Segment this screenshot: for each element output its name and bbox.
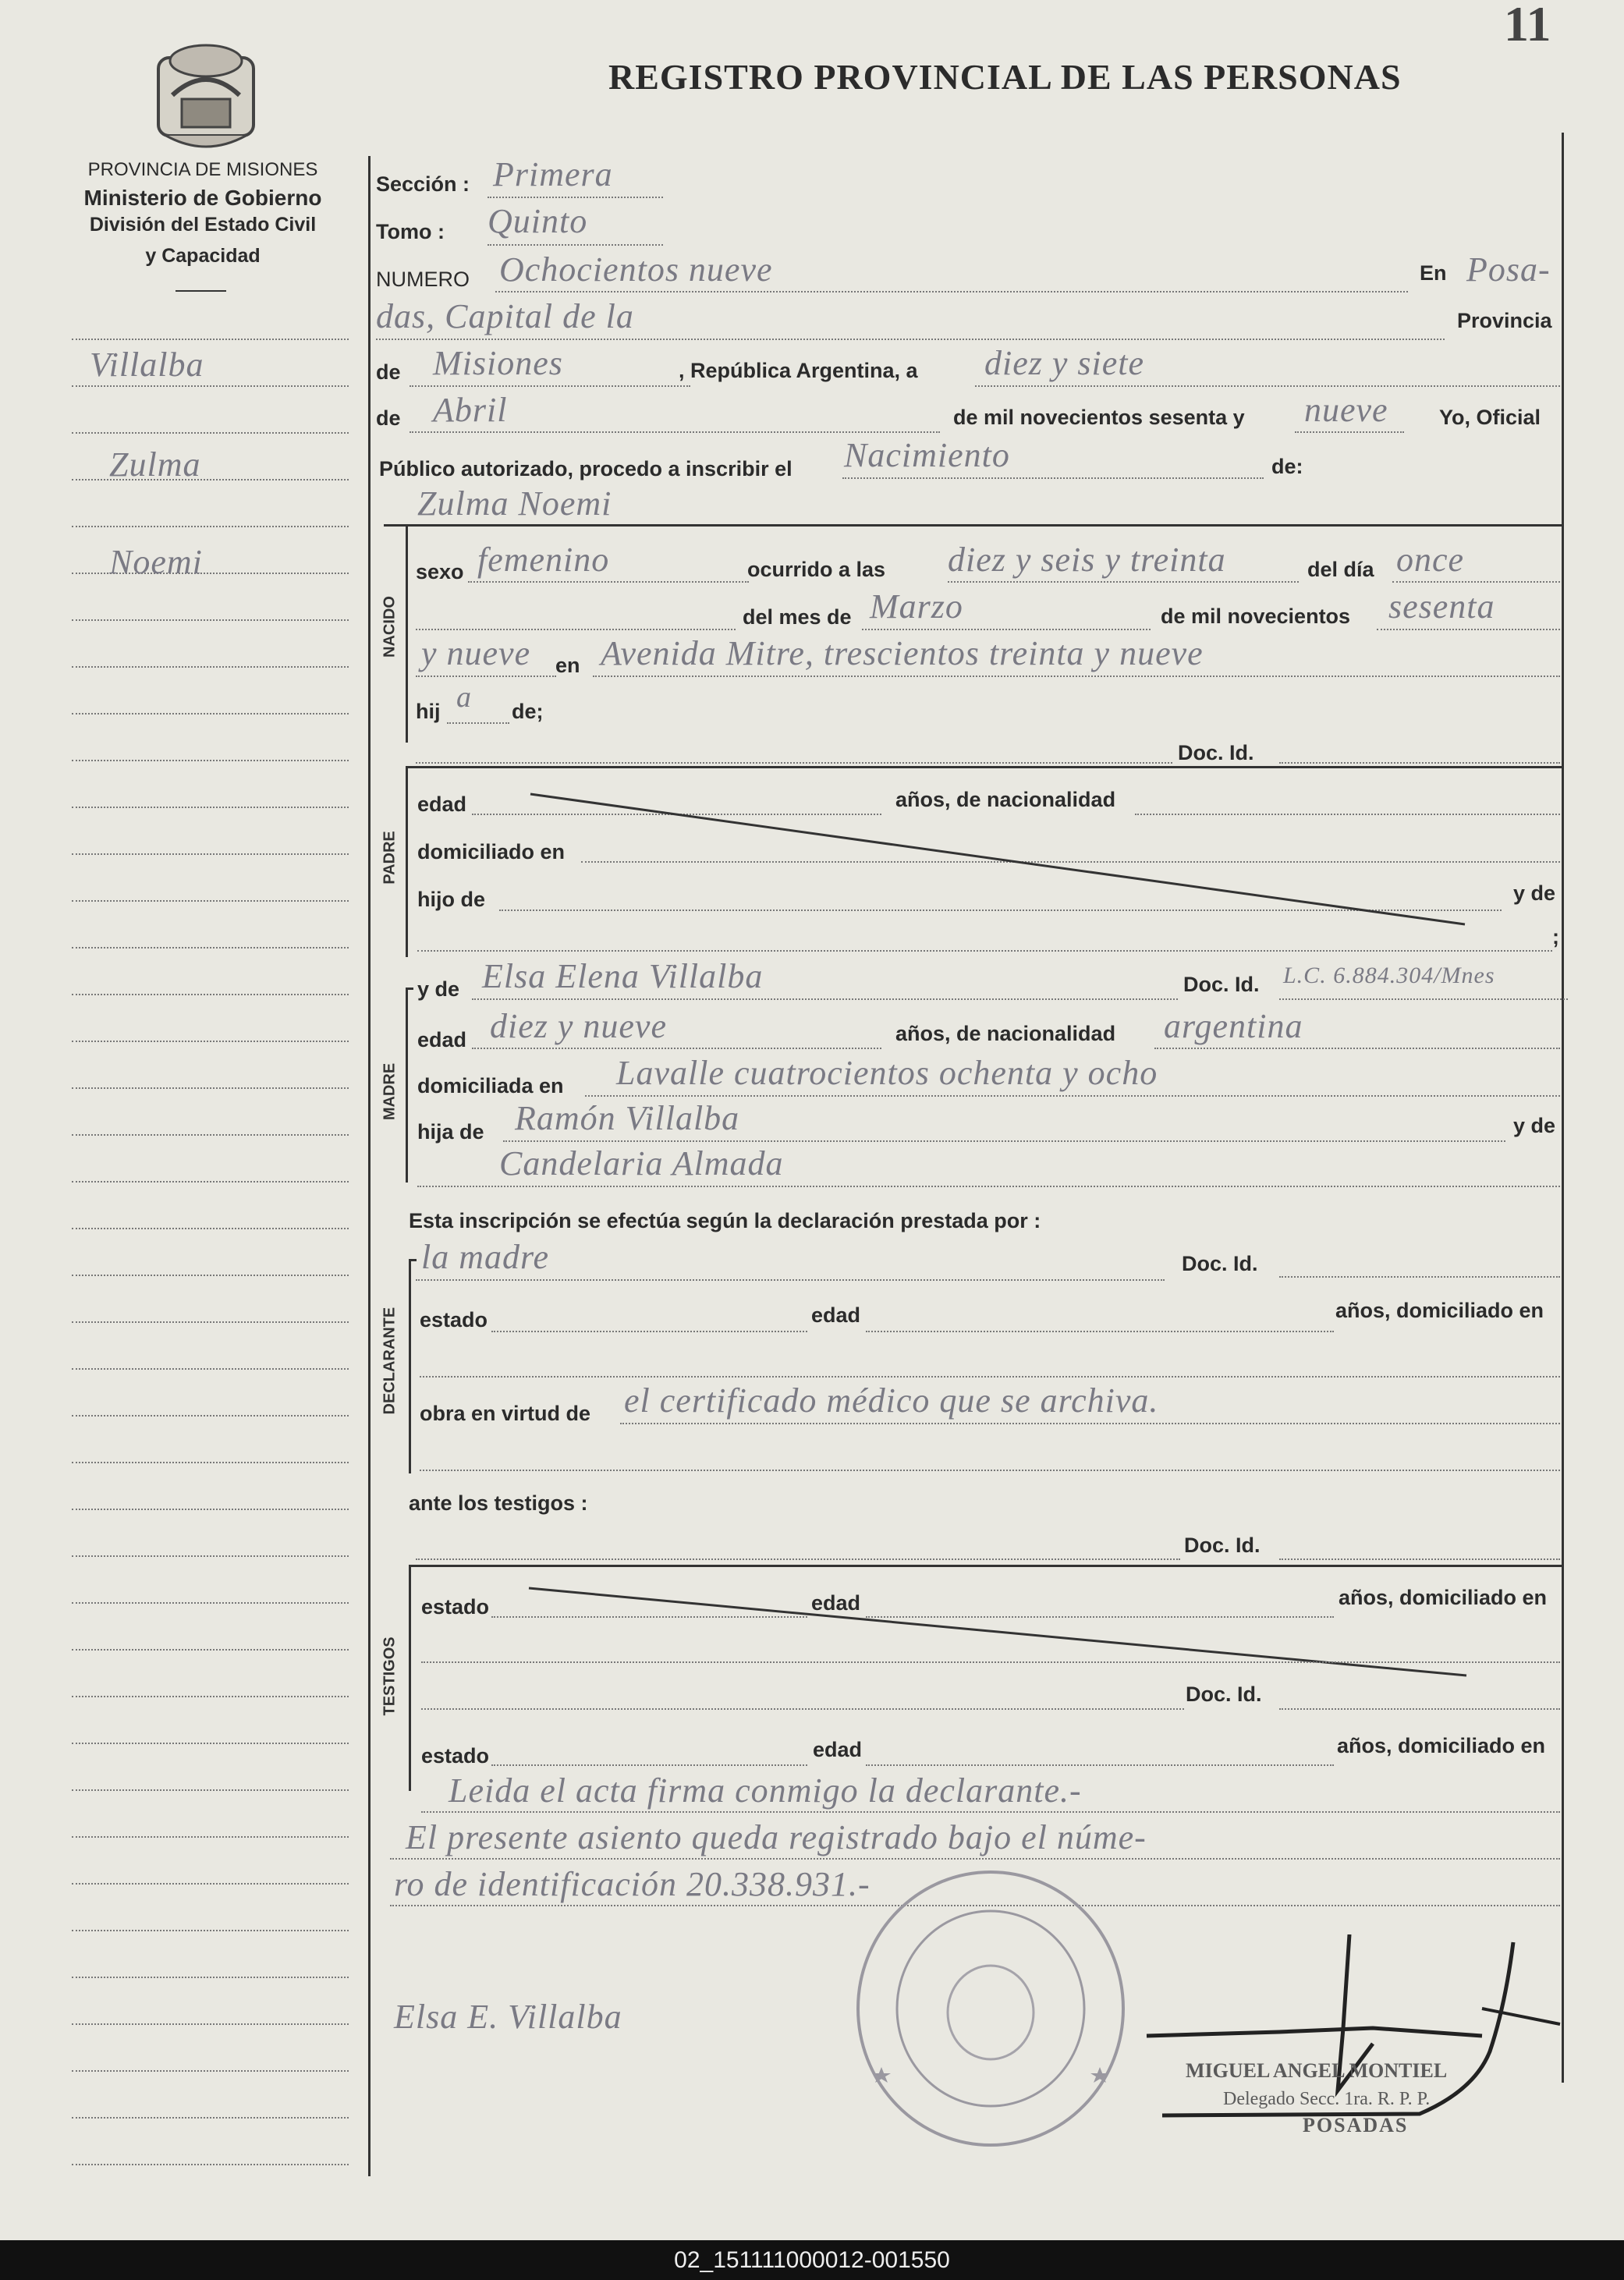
note-line2: El presente asiento queda registrado bajo el núme- bbox=[406, 1818, 1147, 1856]
label-padre-semicolon: ; bbox=[1552, 925, 1559, 949]
value-madre-nombre: Elsa Elena Villalba bbox=[482, 957, 764, 995]
label-padre-doc: Doc. Id. bbox=[1178, 741, 1254, 764]
section-label-declarante: DECLARANTE bbox=[381, 1307, 399, 1415]
document-title: REGISTRO PROVINCIAL DE LAS PERSONAS bbox=[608, 57, 1402, 97]
value-madre-dom: Lavalle cuatrocientos ochenta y ocho bbox=[616, 1054, 1158, 1092]
label-de-colon: de: bbox=[1271, 455, 1303, 478]
label-madre-hija: hija de bbox=[417, 1120, 484, 1144]
label-testigo1-edad: edad bbox=[811, 1591, 861, 1615]
value-madre-edad: diez y nueve bbox=[490, 1007, 667, 1045]
label-padre-hijo: hijo de bbox=[417, 888, 485, 911]
label-testigo1-estado: estado bbox=[421, 1595, 490, 1619]
value-en-a: Posa- bbox=[1466, 250, 1551, 289]
margin-surname: Villalba bbox=[90, 346, 204, 384]
value-madre-madre: Candelaria Almada bbox=[499, 1144, 784, 1183]
declarante-signature: Elsa E. Villalba bbox=[394, 1998, 622, 2036]
label-de-mil-nov: de mil novecientos bbox=[1161, 605, 1351, 628]
label-del-dia: del día bbox=[1307, 558, 1374, 581]
label-declarante-doc: Doc. Id. bbox=[1182, 1252, 1258, 1275]
label-testigo1-doc: Doc. Id. bbox=[1184, 1534, 1261, 1557]
label-seccion: Sección : bbox=[376, 172, 470, 196]
value-hij: a bbox=[456, 681, 472, 714]
value-anio-nac-b: y nueve bbox=[421, 634, 531, 672]
label-madre-dom: domiciliada en bbox=[417, 1074, 564, 1097]
footer-id: 02_151111000012-001550 bbox=[0, 2240, 1624, 2280]
label-en: En bbox=[1420, 261, 1447, 285]
value-acto: Nacimiento bbox=[844, 436, 1010, 474]
margin-name2: Noemi bbox=[109, 543, 203, 581]
value-numero: Ochocientos nueve bbox=[499, 250, 773, 289]
label-provincia: Provincia bbox=[1457, 309, 1552, 332]
value-madre-doc: L.C. 6.884.304/Mnes bbox=[1283, 963, 1495, 988]
value-dia-nac: once bbox=[1396, 541, 1465, 579]
label-de-mil: de mil novecientos sesenta y bbox=[953, 406, 1245, 429]
value-anio-nac-a: sesenta bbox=[1388, 587, 1495, 626]
label-de2: de bbox=[376, 406, 401, 430]
label-de-semi: de; bbox=[512, 700, 544, 723]
section-label-madre: MADRE bbox=[381, 1062, 399, 1121]
label-de1: de bbox=[376, 360, 401, 384]
stamp-role: Delegado Secc. 1ra. R. P. P. bbox=[1223, 2089, 1431, 2109]
value-tomo: Quinto bbox=[488, 202, 588, 240]
note-line3: ro de identificación 20.338.931.- bbox=[394, 1865, 871, 1903]
label-declarante-estado: estado bbox=[420, 1308, 488, 1331]
value-dia: diez y siete bbox=[984, 344, 1145, 382]
value-lugar: Avenida Mitre, trescientos treinta y nueve bbox=[601, 634, 1204, 672]
page-number: 11 bbox=[1504, 0, 1551, 51]
label-publico: Público autorizado, procedo a inscribir el bbox=[379, 457, 792, 480]
value-anio: nueve bbox=[1304, 391, 1388, 429]
label-madre-nac: años, de nacionalidad bbox=[895, 1022, 1116, 1045]
section-label-nacido: NACIDO bbox=[381, 596, 399, 658]
official-seal-icon bbox=[850, 1864, 1131, 2153]
section-label-padre: PADRE bbox=[381, 831, 399, 885]
label-padre-edad: edad bbox=[417, 793, 467, 816]
label-declarante-edad: edad bbox=[811, 1303, 861, 1327]
value-mes-nac: Marzo bbox=[870, 587, 963, 626]
label-yo-oficial: Yo, Oficial bbox=[1439, 406, 1541, 429]
value-madre-nac: argentina bbox=[1164, 1007, 1303, 1045]
label-padre-dom: domiciliado en bbox=[417, 840, 566, 863]
label-ocurrido: ocurrido a las bbox=[747, 558, 886, 581]
label-obra: obra en virtud de bbox=[420, 1402, 591, 1425]
value-provincia: Misiones bbox=[433, 344, 563, 382]
label-testigo2-estado: estado bbox=[421, 1744, 490, 1768]
label-tomo: Tomo : bbox=[376, 220, 445, 243]
stamp-city: POSADAS bbox=[1303, 2114, 1409, 2136]
label-madre-edad: edad bbox=[417, 1028, 467, 1051]
label-numero: NUMERO bbox=[376, 268, 470, 291]
value-mes: Abril bbox=[433, 391, 508, 429]
label-del-mes: del mes de bbox=[743, 605, 852, 629]
label-madre-yde: y de bbox=[417, 977, 460, 1001]
value-sexo: femenino bbox=[477, 541, 610, 579]
label-ante: ante los testigos : bbox=[409, 1491, 588, 1515]
label-republica: , República Argentina, a bbox=[679, 359, 918, 382]
value-hora: diez y seis y treinta bbox=[948, 541, 1226, 579]
value-seccion: Primera bbox=[493, 155, 613, 193]
label-testigo2-anios: años, domiciliado en bbox=[1337, 1734, 1546, 1757]
value-madre-padre: Ramón Villalba bbox=[515, 1099, 740, 1137]
label-sexo: sexo bbox=[416, 560, 464, 583]
label-hij: hij bbox=[416, 700, 441, 723]
label-testigo2-doc: Doc. Id. bbox=[1186, 1683, 1262, 1706]
section-label-testigos: TESTIGOS bbox=[381, 1636, 399, 1716]
header-line4: y Capacidad bbox=[145, 245, 261, 267]
header-line1: PROVINCIA DE MISIONES bbox=[87, 159, 318, 180]
header-line3: División del Estado Civil bbox=[89, 214, 317, 236]
note-line1: Leida el acta firma conmigo la declarante.- bbox=[449, 1771, 1082, 1810]
label-padre-nac: años, de nacionalidad bbox=[895, 788, 1116, 811]
label-madre-doc: Doc. Id. bbox=[1183, 973, 1260, 996]
stamp-name: MIGUEL ANGEL MONTIEL bbox=[1186, 2059, 1448, 2082]
label-inscripcion: Esta inscripción se efectúa según la declaración prestada por : bbox=[409, 1209, 1041, 1232]
value-nombre: Zulma Noemi bbox=[417, 484, 612, 523]
header-line2: Ministerio de Gobierno bbox=[83, 186, 322, 210]
value-obra: el certificado médico que se archiva. bbox=[624, 1381, 1159, 1420]
margin-name1: Zulma bbox=[109, 445, 201, 484]
label-testigo1-anios: años, domiciliado en bbox=[1339, 1586, 1548, 1609]
value-en-b: das, Capital de la bbox=[376, 297, 634, 335]
label-madre-yde2: y de bbox=[1513, 1114, 1556, 1137]
label-en-lower: en bbox=[555, 654, 580, 677]
label-testigo2-edad: edad bbox=[813, 1738, 863, 1761]
label-padre-yde: y de bbox=[1513, 881, 1556, 905]
label-declarante-anios: años, domiciliado en bbox=[1335, 1299, 1544, 1322]
value-declarante: la madre bbox=[421, 1238, 550, 1276]
